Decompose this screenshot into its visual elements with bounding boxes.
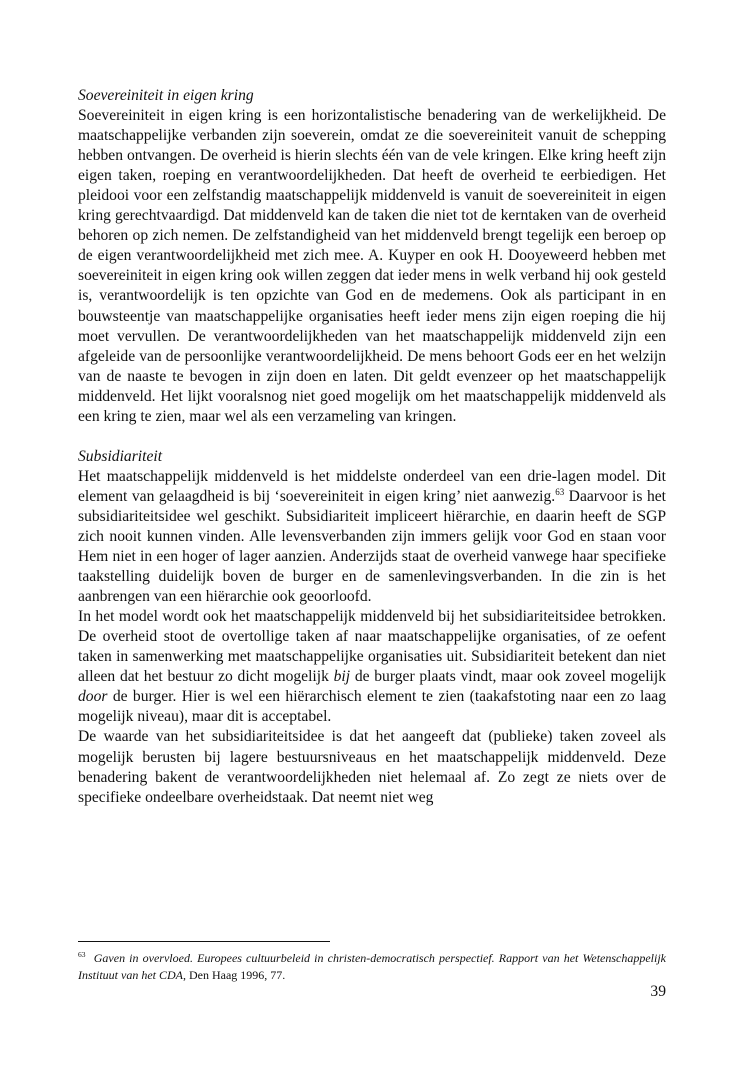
- paragraph-subsidiariteit-2: [78, 607, 666, 727]
- footnote-citation: , Den Haag 1996, 77.: [183, 968, 286, 982]
- footnote: [78, 950, 666, 984]
- emphasis-door: door: [78, 688, 108, 706]
- paragraph-gap: [78, 427, 666, 447]
- section-heading-subsidiariteit: Subsidiariteit: [78, 447, 163, 465]
- section-heading-soevereiniteit: Soevereiniteit in eigen kring: [78, 87, 254, 104]
- paragraph-subsidiariteit-1: [78, 467, 666, 607]
- footnote-number: 63: [78, 950, 86, 959]
- text-run: de burger plaats vindt, maar ook zoveel mogelijk: [350, 668, 667, 686]
- footnote-reference[interactable]: 63: [555, 486, 565, 497]
- footnote-separator: [78, 941, 330, 942]
- text-run: In het model wordt ook het maatschappelijk middenveld bij het subsidiariteitsidee betrokken. De overheid stoot de overtollige taken af naar maatschappelijke organisaties, of ze oefent taken in samenwerking met maatschappelijke organisaties uit. Subsidiariteit betekent dan niet alleen dat het bestuur zo dicht mogelijk: [78, 608, 666, 686]
- text-run: Het maatschappelijk middenveld is het middelste onderdeel van een drie-lagen model. Dit element van gelaagdheid is bij ‘soevereiniteit in eigen kring’ niet aanwezig.: [78, 467, 666, 505]
- emphasis-bij: bij: [333, 668, 351, 686]
- page-body: [78, 86, 666, 808]
- text-run: Daarvoor is het subsidiariteitsidee wel geschikt. Subsidiariteit impliceert hiërarchie, en daarin heeft de SGP zich nooit kunnen vinden. Alle levensverbanden zijn immers gelijk voor God en staan voor Hem niet in een hoger of lager aanzien. Anderzijds staat de overheid vanwege haar specifieke taakstelling duidelijk boven de burger en de samenlevingsverbanden. In die zin is het aanbrengen van een hiërarchie ook geoorloofd.: [78, 487, 666, 606]
- page-number: 39: [650, 983, 666, 1000]
- text-run: de burger. Hier is wel een hiërarchisch element te zien (taakafstoting naar een zo laag mogelijk niveau), maar dit is acceptabel.: [78, 688, 666, 726]
- paragraph-subsidiariteit-3: De waarde van het subsidiariteitsidee is dat het aangeeft dat (publieke) taken zoveel als mogelijk berusten bij lagere bestuursniveaus en het maatschappelijk middenveld. Deze benadering bakent de verantwoordelijkheden niet helemaal af. Zo zegt ze niets over de specifieke ondeelbare overheidstaak. Dat neemt niet weg: [78, 728, 666, 806]
- paragraph-soevereiniteit: Soevereiniteit in eigen kring is een horizontalistische benadering van de werkelijkheid. De maatschappelijke verbanden zijn soeverein, omdat ze die soevereiniteit vanuit de schepping hebben ontvangen. De overheid is hierin slechts één van de vele kringen. Elke kring heeft zijn eigen taken, roeping en verantwoordelijkheden. Dat heeft de overheid te eerbiedigen. Het pleidooi voor een zelfstandig maatschappelijk middenveld is vanuit de soevereiniteit in eigen kring gerechtvaardigd. Dat middenveld kan de taken die niet tot de kerntaken van de overheid behoren op zich nemen. De zelfstandigheid van het middenveld brengt tegelijk een beroep op de eigen verantwoordelijkheid met zich mee. A. Kuyper en ook H. Dooyeweerd hebben met soevereiniteit in eigen kring ook willen zeggen dat ieder mens in welk verband hij ook gesteld is, verantwoordelijk is ten opzichte van God en de medemens. Ook als participant in en bouwsteentje van maatschappelijke organisaties heeft ieder mens zijn eigen roeping die hij moet vervullen. De verantwoordelijkheden van het maatschappelijk middenveld zijn een afgeleide van de persoonlijke verantwoordelijkheid. De mens behoort Gods eer en het welzijn van de naaste te bevogen in zijn doen en laten. Dit geldt evenzeer op het maatschappelijk middenveld. Het lijkt vooralsnog niet goed mogelijk om het maatschappelijk middenveld als een kring te zien, maar wel als een verzameling van kringen.: [78, 107, 666, 425]
- footnote-title: Gaven in overvloed. Europees cultuurbeleid in christen-democratisch perspectief. Rapport van het Wetenschappelijk Instituut van het CDA: [78, 951, 667, 982]
